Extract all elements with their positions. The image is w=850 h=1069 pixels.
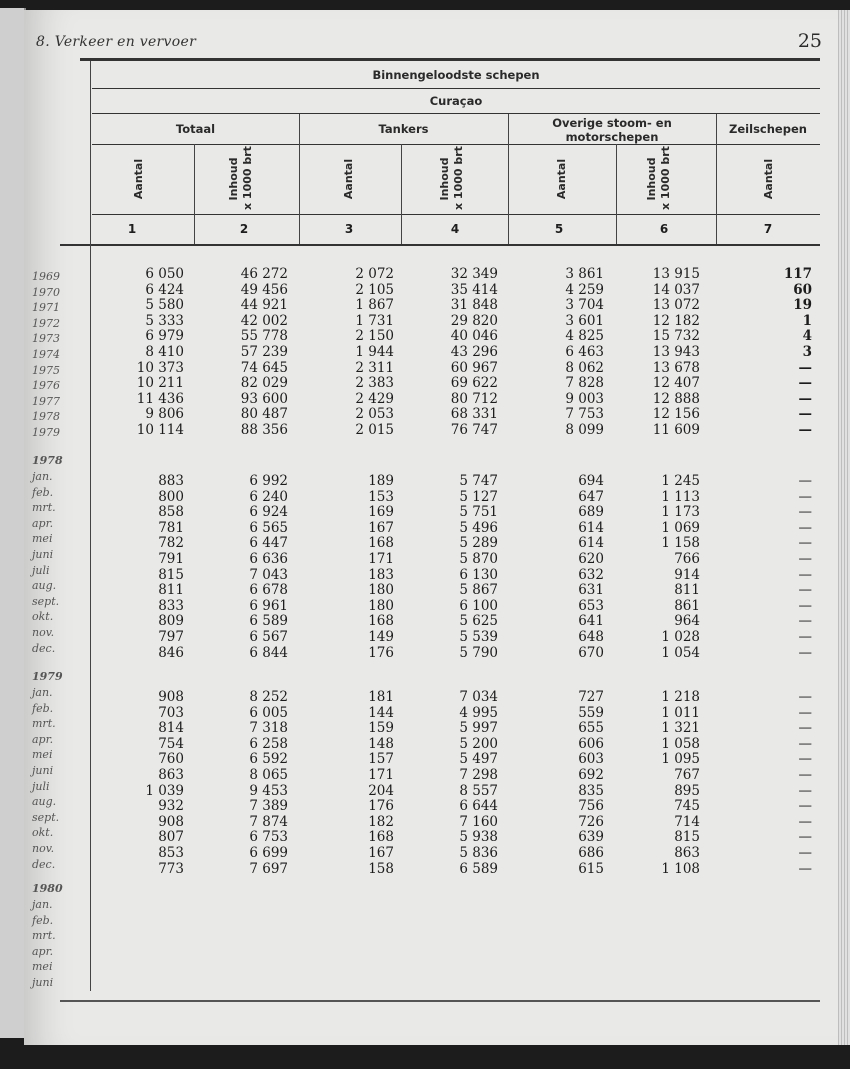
header-binnengeloodste: Binnengeloodste schepen	[372, 68, 540, 82]
m1979-col6: 1 218 1 011 1 321 1 058 1 095 767 895 745 714 815 863 1 108	[661, 689, 700, 877]
col2-label	[227, 148, 255, 210]
group-totaal: Totaal	[175, 122, 216, 136]
col4-number: 4	[450, 222, 460, 236]
group-zeilschepen: Zeilschepen	[729, 122, 807, 136]
years-col3: 2 072 2 105 1 867 1 731 2 150 1 944 2 311 2 383 2 429 2 053 2 015	[355, 266, 394, 438]
col4-label-main: Inhoud	[438, 157, 451, 201]
group-tankers: Tankers	[378, 122, 429, 136]
vline-c3c4	[401, 144, 402, 244]
page-stack-edge	[838, 10, 850, 1045]
month-labels-1979: jan. feb. mrt. apr. mei juni juli aug. sept. okt. nov. dec.	[32, 686, 60, 871]
vline-c1c2	[194, 144, 195, 244]
year-labels: 1969 1970 1971 1972 1973 1974 1975 1976 1977 1978 1979	[32, 270, 60, 439]
book-page	[24, 10, 838, 1045]
years-col6: 13 915 14 037 13 072 12 182 15 732 13 943 13 678 12 407 12 888 12 156 11 609	[652, 266, 700, 438]
col6-label-main: Inhoud	[645, 157, 658, 201]
m1978-col4: 5 747 5 127 5 751 5 496 5 289 5 870 6 130 5 867 6 100 5 625 5 539 5 790	[459, 473, 498, 661]
col2-label-unit: x 1000 brt	[241, 146, 254, 210]
years-col5: 3 861 4 259 3 704 3 601 4 825 6 463 8 062 7 828 9 003 7 753 8 099	[565, 266, 604, 438]
col3-number: 3	[344, 222, 354, 236]
group-overige	[508, 116, 716, 144]
col3-label: Aantal	[342, 158, 355, 200]
m1978-col3: 189 153 169 167 168 171 183 180 180 168 149 176	[368, 473, 394, 661]
m1978-col7: — — — — — — — — — — — —	[798, 473, 812, 661]
col1-label: Aantal	[132, 158, 145, 200]
block-1979-year: 1979	[32, 670, 63, 683]
header-rule-1	[92, 88, 820, 89]
col5-number: 5	[554, 222, 564, 236]
block-1980-year: 1980	[32, 882, 63, 895]
years-col1: 6 050 6 424 5 580 5 333 6 979 8 410 10 373 10 211 11 436 9 806 10 114	[136, 266, 184, 438]
m1979-col1: 908 703 814 754 760 863 1 039 932 908 807 853 773	[145, 689, 184, 877]
page-number: 25	[797, 30, 822, 52]
stub-divider	[90, 61, 91, 991]
col2-label-main: Inhoud	[227, 157, 240, 201]
header-rule-4	[92, 214, 820, 215]
facing-page-edge	[0, 8, 26, 1038]
block-1978-year: 1978	[32, 454, 63, 467]
col1-number: 1	[127, 222, 137, 236]
section-title: 8. Verkeer en vervoer	[36, 34, 197, 50]
years-col2: 46 272 49 456 44 921 42 002 55 778 57 239 74 645 82 029 93 600 80 487 88 356	[240, 266, 288, 438]
col5-label: Aantal	[555, 158, 568, 200]
m1978-col1: 883 800 858 781 782 791 815 811 833 809 797 846	[158, 473, 184, 661]
m1979-col2: 8 252 6 005 7 318 6 258 6 592 8 065 9 453 7 389 7 874 6 753 6 699 7 697	[249, 689, 288, 877]
header-bottom-rule	[60, 244, 820, 246]
col2-number: 2	[239, 222, 249, 236]
col6-label	[645, 148, 673, 210]
col4-label-unit: x 1000 brt	[452, 146, 465, 210]
header-rule-2	[92, 113, 820, 114]
header-rule-3	[92, 144, 820, 145]
m1978-col5: 694 647 689 614 614 620 632 631 653 641 648 670	[578, 473, 604, 661]
header-curacao: Curaçao	[429, 94, 483, 108]
m1979-col4: 7 034 4 995 5 997 5 200 5 497 7 298 8 557 6 644 7 160 5 938 5 836 6 589	[459, 689, 498, 877]
top-rule	[80, 58, 820, 61]
m1979-col7: — — — — — — — — — — — —	[798, 689, 812, 877]
years-col4: 32 349 35 414 31 848 29 820 40 046 43 296 60 967 69 622 80 712 68 331 76 747	[450, 266, 498, 438]
m1979-col5: 727 559 655 606 603 692 835 756 726 639 686 615	[578, 689, 604, 877]
m1978-col6: 1 245 1 113 1 173 1 069 1 158 766 914 811 861 964 1 028 1 054	[661, 473, 700, 661]
month-labels-1980: jan. feb. mrt. apr. mei juni	[32, 898, 56, 989]
m1979-col3: 181 144 159 148 157 171 204 176 182 168 167 158	[368, 689, 394, 877]
vline-c5c6	[616, 144, 617, 244]
m1978-col2: 6 992 6 240 6 924 6 565 6 447 6 636 7 043 6 678 6 961 6 589 6 567 6 844	[249, 473, 288, 661]
col7-label: Aantal	[762, 158, 775, 200]
bottom-rule	[60, 1000, 820, 1002]
col6-number: 6	[659, 222, 669, 236]
years-col7: 117 60 19 1 4 3 — — — — —	[783, 266, 812, 438]
month-labels-1978: jan. feb. mrt. apr. mei juni juli aug. sept. okt. nov. dec.	[32, 470, 60, 655]
group-overige-line2: motorschepen	[565, 130, 659, 144]
col6-label-unit: x 1000 brt	[659, 146, 672, 210]
col7-number: 7	[763, 222, 773, 236]
group-overige-line1: Overige stoom- en	[552, 116, 672, 130]
col4-label	[438, 148, 466, 210]
